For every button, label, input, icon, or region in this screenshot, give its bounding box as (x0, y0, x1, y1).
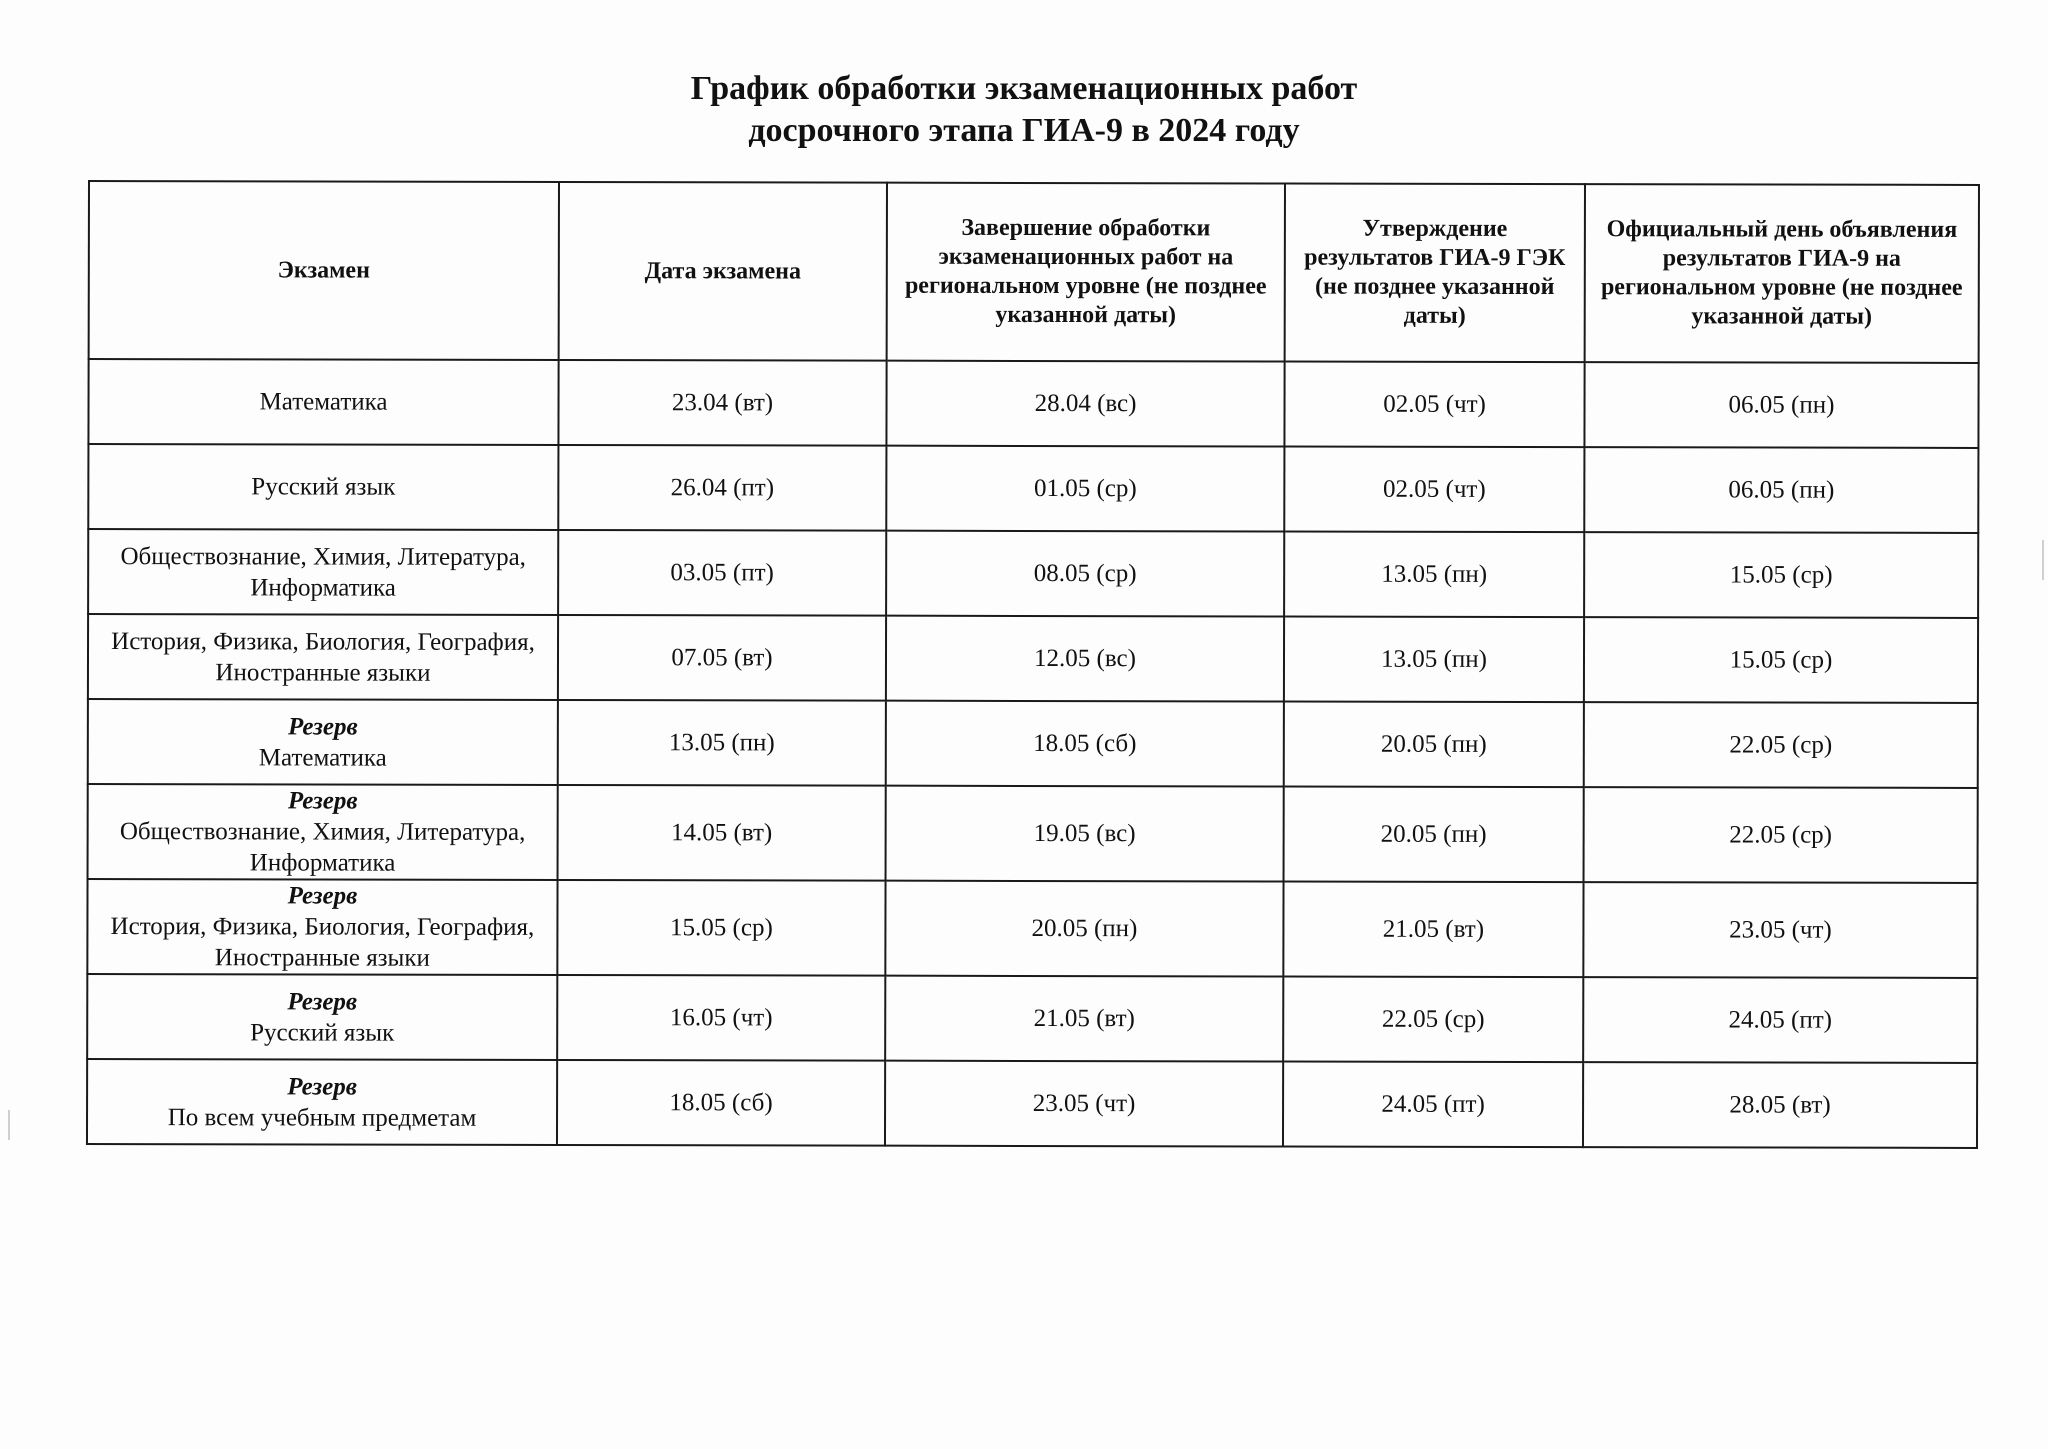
header-announcement: Официальный день объявления результатов ГИА-9 на региональном уровне (не позднее указанной даты) (1585, 184, 1979, 363)
table-row (87, 1059, 1977, 1148)
processing-cell: 20.05 (пн) (885, 881, 1283, 977)
announcement-cell: 23.05 (чт) (1583, 882, 1977, 978)
exam-cell (88, 444, 558, 530)
table-row (88, 529, 1978, 618)
processing-cell: 18.05 (сб) (886, 701, 1284, 787)
exam-date-cell: 16.05 (чт) (557, 975, 885, 1061)
approval-cell: 24.05 (пт) (1283, 1062, 1583, 1148)
reserve-label: Резерв (287, 1072, 357, 1101)
processing-cell: 12.05 (вс) (886, 616, 1284, 702)
table-row (88, 614, 1978, 703)
exam-date-cell: 15.05 (ср) (557, 880, 885, 976)
table-row (88, 444, 1978, 533)
exam-cell (88, 614, 558, 700)
approval-cell: 13.05 (пн) (1284, 617, 1584, 703)
approval-cell: 21.05 (вт) (1283, 882, 1583, 978)
announcement-cell: 22.05 (ср) (1584, 787, 1978, 883)
exam-date-cell: 07.05 (вт) (558, 615, 886, 701)
exam-name: Обществознание, Химия, Литература, Информатика (119, 818, 526, 877)
processing-cell: 19.05 (вс) (886, 786, 1284, 882)
approval-cell: 02.05 (чт) (1284, 362, 1584, 448)
exam-date-cell: 14.05 (вт) (558, 785, 886, 881)
table-row (88, 359, 1978, 448)
processing-cell: 01.05 (ср) (886, 446, 1284, 532)
announcement-cell: 22.05 (ср) (1584, 702, 1978, 788)
approval-cell: 20.05 (пн) (1284, 787, 1584, 883)
header-exam-date: Дата экзамена (559, 182, 887, 361)
exam-name: Русский язык (251, 473, 396, 501)
scan-artifact (8, 1110, 10, 1140)
announcement-cell: 24.05 (пт) (1583, 977, 1977, 1063)
exam-date-cell: 03.05 (пт) (558, 530, 886, 616)
processing-cell: 28.04 (вс) (886, 361, 1284, 447)
processing-cell: 23.05 (чт) (885, 1061, 1283, 1147)
exam-name: По всем учебным предметам (167, 1103, 477, 1132)
processing-cell: 08.05 (ср) (886, 531, 1284, 617)
announcement-cell: 28.05 (вт) (1583, 1062, 1977, 1148)
announcement-cell: 06.05 (пн) (1584, 447, 1978, 533)
reserve-label: Резерв (287, 712, 358, 741)
processing-cell: 21.05 (вт) (885, 976, 1283, 1062)
exam-date-cell: 26.04 (пт) (558, 445, 886, 531)
exam-date-cell: 13.05 (пн) (558, 700, 886, 786)
title-line-2: досрочного этапа ГИА-9 в 2024 году (748, 112, 1300, 149)
table-row (88, 699, 1978, 788)
exam-cell (88, 529, 558, 615)
exam-cell (87, 879, 557, 975)
exam-cell (87, 1059, 557, 1145)
schedule-table (86, 180, 1980, 1149)
exam-cell (88, 699, 558, 785)
reserve-label: Резерв (287, 787, 358, 815)
header-processing: Завершение обработки экзаменационных работ на региональном уровне (не позднее указанной даты) (887, 183, 1285, 362)
header-approval: Утверждение результатов ГИА-9 ГЭК (не позднее указанной даты) (1285, 184, 1585, 363)
approval-cell: 20.05 (пн) (1284, 702, 1584, 788)
scan-artifact (2042, 540, 2044, 580)
approval-cell: 22.05 (ср) (1283, 977, 1583, 1063)
approval-cell: 13.05 (пн) (1284, 532, 1584, 618)
exam-name: Математика (258, 743, 387, 772)
announcement-cell: 15.05 (ср) (1584, 532, 1978, 618)
table-row (88, 784, 1978, 883)
exam-name: История, Физика, Биология, География, Иностранные языки (110, 913, 535, 972)
exam-name: Русский язык (250, 1018, 395, 1047)
title-line-1: График обработки экзаменационных работ (690, 70, 1358, 107)
table-row (87, 879, 1977, 978)
exam-name: Обществознание, Химия, Литература, Информатика (120, 542, 526, 602)
exam-date-cell: 18.05 (сб) (557, 1060, 885, 1146)
exam-name: Математика (259, 388, 388, 416)
exam-cell (88, 784, 558, 880)
header-exam: Экзамен (89, 181, 559, 360)
reserve-label: Резерв (287, 882, 358, 910)
announcement-cell: 15.05 (ср) (1584, 617, 1978, 703)
table-header-row (89, 181, 1979, 363)
approval-cell: 02.05 (чт) (1284, 447, 1584, 533)
document-title (0, 68, 2048, 152)
reserve-label: Резерв (287, 987, 358, 1016)
exam-cell (87, 974, 557, 1060)
exam-name: История, Физика, Биология, География, Иностранные языки (111, 627, 535, 687)
exam-cell (88, 359, 558, 445)
exam-date-cell: 23.04 (вт) (558, 360, 886, 446)
table-row (87, 974, 1977, 1063)
announcement-cell: 06.05 (пн) (1584, 362, 1978, 448)
